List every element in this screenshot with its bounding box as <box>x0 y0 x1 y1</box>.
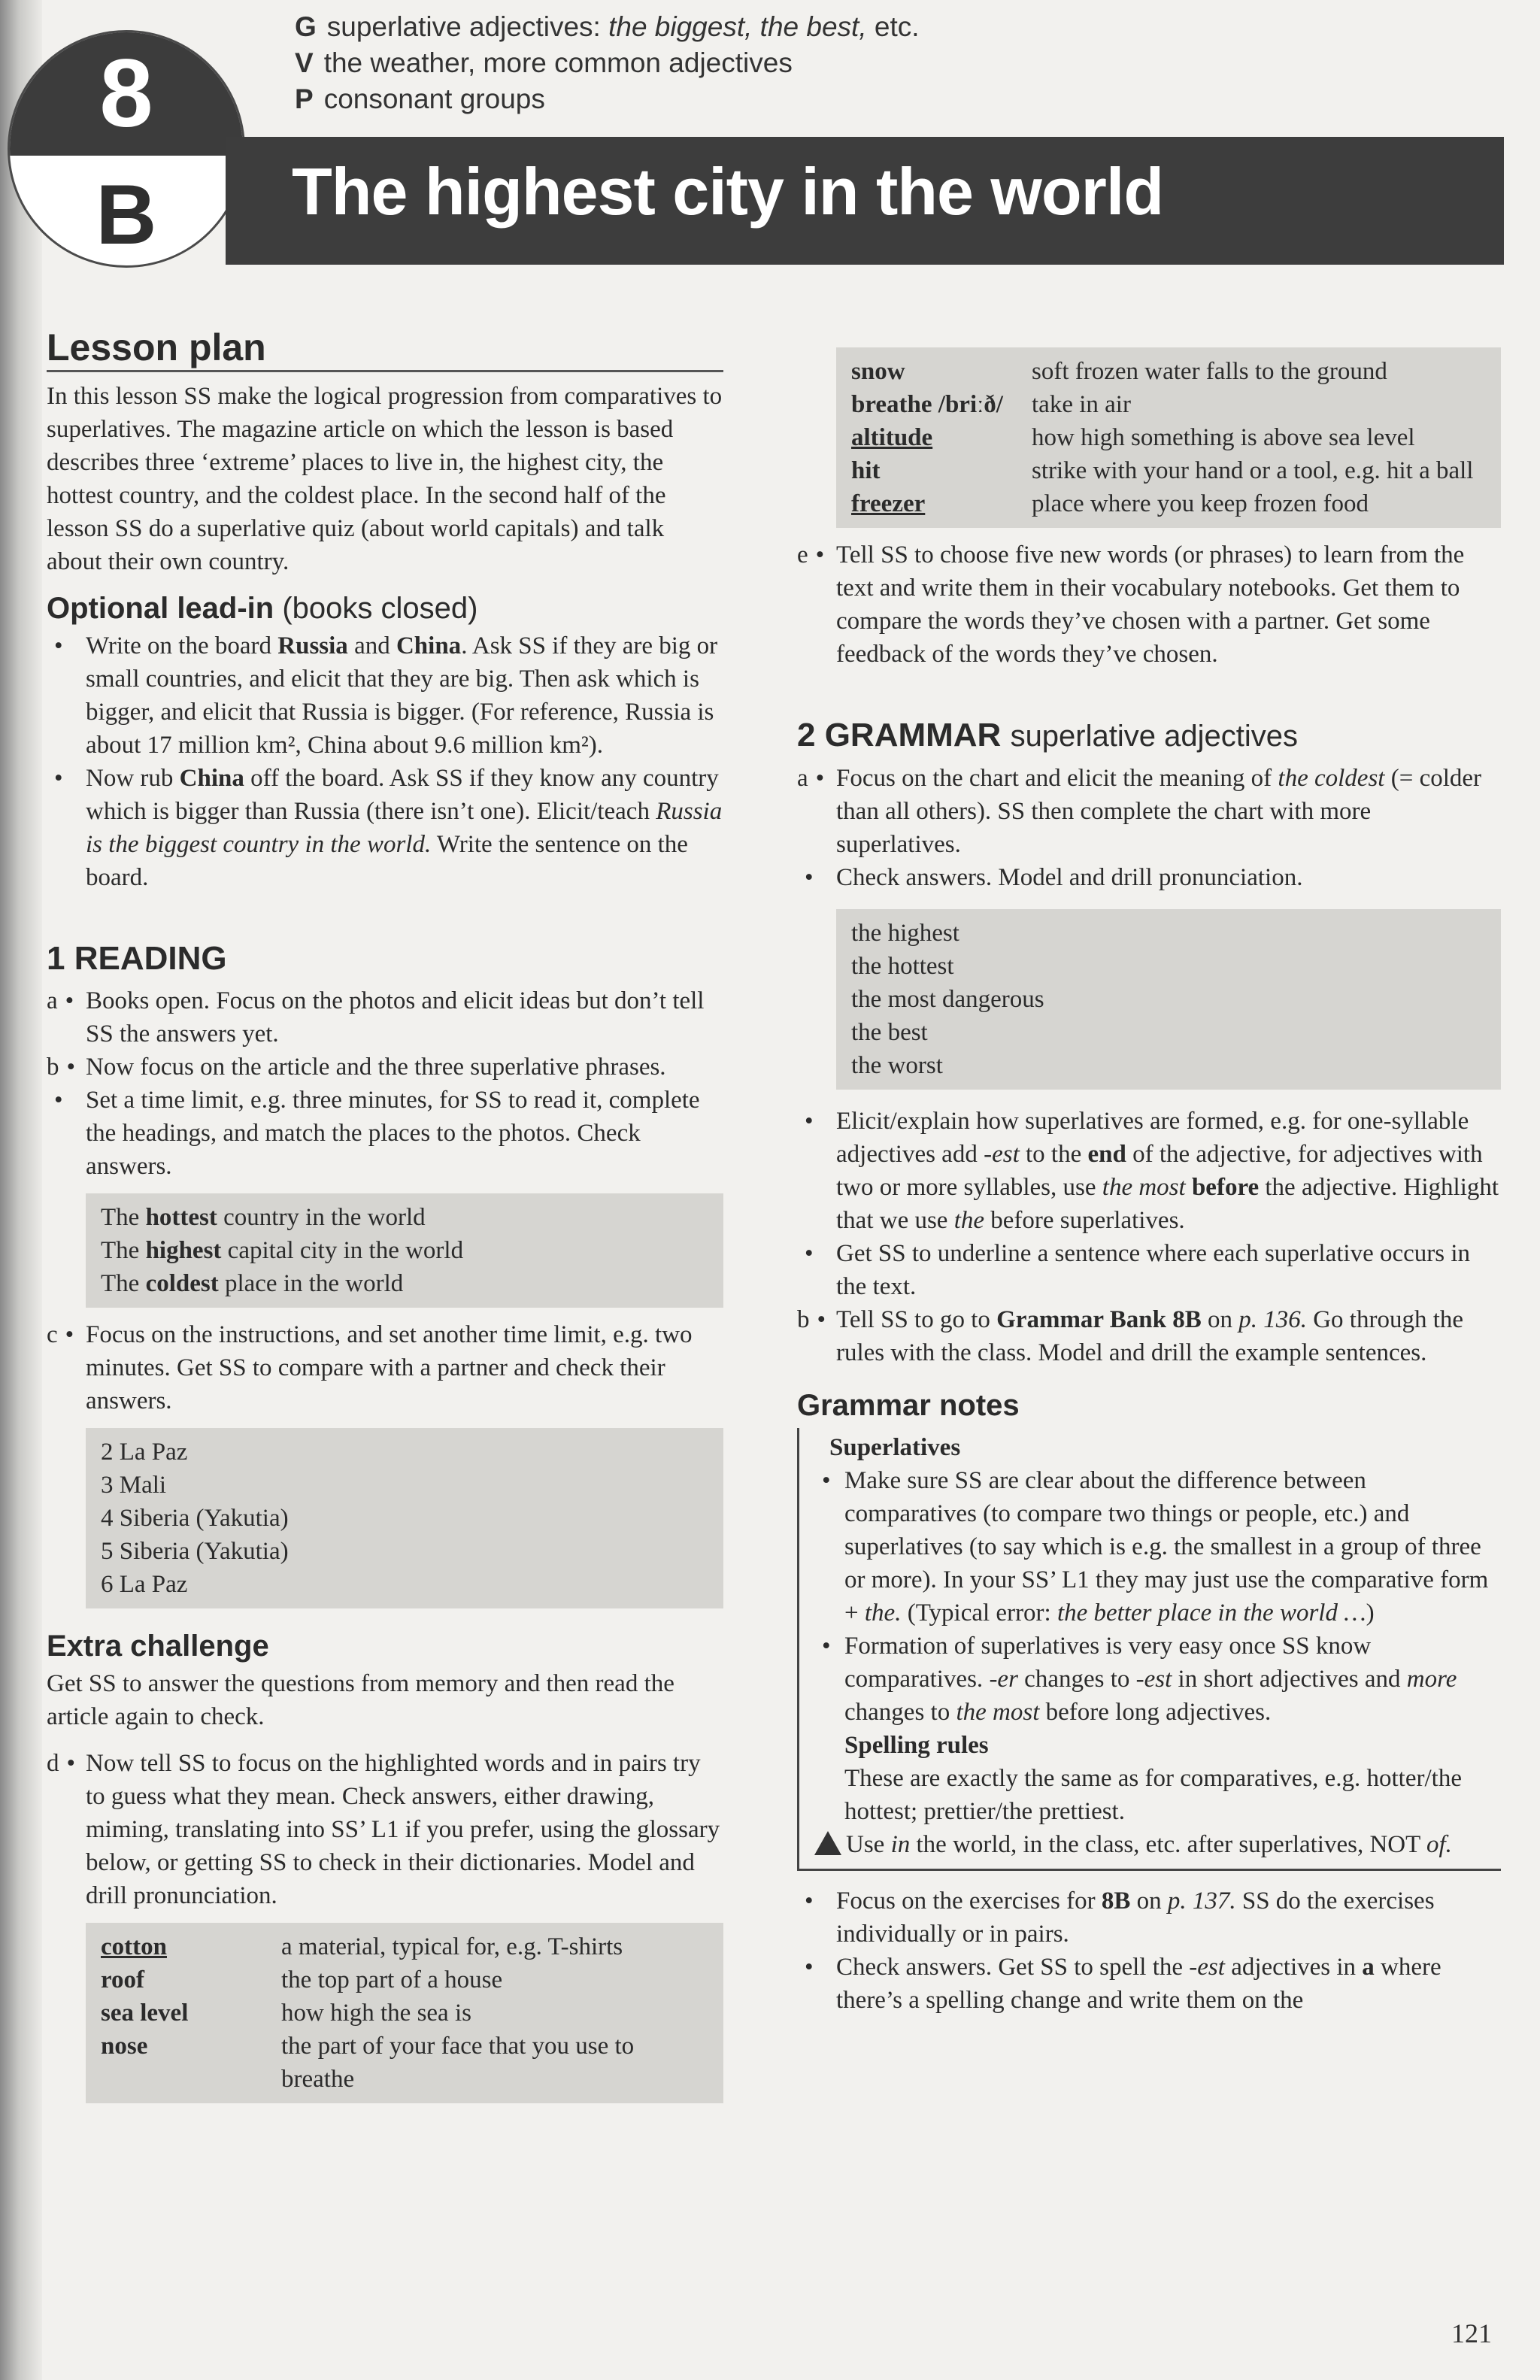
answer-line: 3 Mali <box>101 1472 167 1499</box>
glossary-box-left <box>86 1923 723 2103</box>
glossary-row: snow soft frozen water falls to the ground <box>851 358 1387 385</box>
answer-line: 2 La Paz <box>101 1439 188 1466</box>
reading-item-c: c • Focus on the instructions, and set another time limit, e.g. two minutes. Get SS to compare with a partner and check their answers. <box>47 1321 693 1414</box>
leadin-bullet-2: • Now rub China off the board. Ask SS if they know any country which is bigger than Russia (there isn’t one). Elicit/teach Russia is the biggest country in the world. Write the sentence on the board. <box>47 762 723 894</box>
answer-line: 6 La Paz <box>101 1571 188 1598</box>
title-bar <box>226 137 1504 265</box>
lesson-topics <box>295 9 920 117</box>
answer-line: The highest capital city in the world <box>101 1237 464 1264</box>
reading-heading: 1 READING <box>47 940 227 977</box>
reading-item-e: e • Tell SS to choose five new words (or phrases) to learn from the text and write them in their vocabulary notebooks. Get them to compare the words they’ve chosen with a partner. Get some feedback of the words they’ve chosen. <box>797 541 1465 668</box>
box-line: the worst <box>851 1052 943 1079</box>
grammar-notes-box <box>797 1428 1501 1871</box>
grammar-heading: 2 GRAMMAR superlative adjectives <box>797 717 1298 753</box>
superlatives-subheading: Superlatives <box>829 1434 961 1461</box>
lesson-plan-text: In this lesson SS make the logical progression from comparatives to superlatives. The magazine article on which the lesson is based describes three ‘extreme’ places to live in, the highest city, the hottest country, and the coldest place. In the second half of the lesson SS do a superlative quiz (about world capitals) and talk about their own country. <box>47 383 723 575</box>
box-line: the hottest <box>851 953 954 980</box>
grammar-underline-bullet: • Get SS to underline a sentence where each superlative occurs in the text. <box>797 1237 1501 1303</box>
lesson-letter: B <box>95 168 157 262</box>
grammar-item-b: b • Tell SS to go to Grammar Bank 8B on p. 136. Go through the rules with the class. Model and drill the example sentences. <box>797 1306 1464 1366</box>
glossary-row: breathe /briːð/ take in air <box>851 391 1131 418</box>
grammar-notes-heading: Grammar notes <box>797 1389 1020 1422</box>
box-line: the highest <box>851 920 959 947</box>
exercises-bullet: • Focus on the exercises for 8B on p. 137. SS do the exercises individually or in pairs. <box>797 1884 1501 1951</box>
glossary-row: freezer place where you keep frozen food <box>851 490 1369 517</box>
unit-badge <box>8 30 245 268</box>
answer-line: 5 Siberia (Yakutia) <box>101 1538 289 1565</box>
glossary-row: cotton a material, typical for, e.g. T-shirts <box>101 1933 623 1960</box>
check-answers-bullet: • Check answers. Get SS to spell the -est adjectives in a where there’s a spelling change and write them on the <box>797 1951 1501 2017</box>
reading-item-d: d • Now tell SS to focus on the highlighted words and in pairs try to guess what they mean. Check answers, either drawing, miming, translating into SS’ L1 if you prefer, using the glossary below, or getting SS to check in their dictionaries. Model and drill pronunciation. <box>47 1750 720 1909</box>
spelling-rules-text: These are exactly the same as for comparatives, e.g. hotter/the hottest; prettier/the prettiest. <box>844 1765 1462 1825</box>
glossary-row: hit strike with your hand or a tool, e.g. hit a ball <box>851 457 1474 484</box>
warning-icon <box>814 1831 841 1855</box>
reading-item-a: a • Books open. Focus on the photos and elicit ideas but don’t tell SS the answers yet. <box>47 987 705 1048</box>
topic-pronunciation: P consonant groups <box>295 83 545 114</box>
page-number: 121 <box>1451 2318 1492 2348</box>
right-column <box>797 331 1501 2017</box>
answers-box-places <box>86 1428 723 1608</box>
reading-item-b: b • Now focus on the article and the three superlative phrases. <box>47 1054 666 1081</box>
note-bullet-1: • Make sure SS are clear about the difference between comparatives (to compare two things or people, etc.) and superlatives (to say which is e.g. the smallest in a group of three or more). In your SS’ L1 they may just use the comparative form + the. (Typical error: the better place in the world …) <box>814 1464 1501 1630</box>
glossary-box-right <box>836 347 1501 528</box>
leadin-bullet-1: • Write on the board Russia and China. Ask SS if they are big or small countries, and elicit that they are big. Then ask which is bigger, and elicit that Russia is bigger. (For reference, Russia is about 17 million km², China about 9.6 million km²). <box>47 629 723 762</box>
spelling-rules-subheading: Spelling rules <box>844 1732 989 1759</box>
grammar-item-a: a • Focus on the chart and elicit the meaning of the coldest (= colder than all others). SS then complete the chart with more superlatives. <box>797 765 1482 858</box>
box-line: the most dangerous <box>851 986 1044 1013</box>
page-binding-edge <box>0 0 42 2380</box>
reading-item-b-bullet: • Set a time limit, e.g. three minutes, for SS to read it, complete the headings, and match the places to the photos. Check answers. <box>47 1084 723 1183</box>
glossary-row: sea level how high the sea is <box>101 2000 471 2027</box>
note-bullet-2: • Formation of superlatives is very easy once SS know comparatives. -er changes to -est in short adjectives and more changes to the most before long adjectives. <box>814 1630 1501 1729</box>
answer-line: 4 Siberia (Yakutia) <box>101 1505 289 1532</box>
answers-box-headings <box>86 1193 723 1308</box>
answer-line: The hottest country in the world <box>101 1204 426 1231</box>
warning-note: Use in the world, in the class, etc. after superlatives, NOT of. <box>814 1828 1501 1861</box>
extra-challenge-text: Get SS to answer the questions from memory and then read the article again to check. <box>47 1670 675 1730</box>
lesson-plan-heading: Lesson plan <box>47 331 723 372</box>
leadin-heading: Optional lead-in (books closed) <box>47 592 478 625</box>
grammar-elicit-bullet: • Elicit/explain how superlatives are formed, e.g. for one-syllable adjectives add -est to the end of the adjective, for adjectives with two or more syllables, use the most before the adjective. Highlight that we use the before superlatives. <box>797 1105 1501 1237</box>
glossary-row: altitude how high something is above sea level <box>851 424 1415 451</box>
glossary-row: roof the top part of a house <box>101 1966 503 1993</box>
unit-number: 8 <box>99 40 153 147</box>
grammar-item-a-check: • Check answers. Model and drill pronunciation. <box>797 861 1501 894</box>
answer-line: The coldest place in the world <box>101 1270 404 1297</box>
superlatives-box <box>836 909 1501 1090</box>
topic-grammar: G superlative adjectives: the biggest, the best, etc. <box>295 11 920 42</box>
topic-vocabulary: V the weather, more common adjectives <box>295 47 793 78</box>
glossary-row: nose the part of your face that you use to breathe <box>101 2033 635 2093</box>
left-column <box>47 326 723 2114</box>
extra-challenge-heading: Extra challenge <box>47 1630 269 1663</box>
page-title: The highest city in the world <box>292 154 1164 229</box>
box-line: the best <box>851 1019 928 1046</box>
